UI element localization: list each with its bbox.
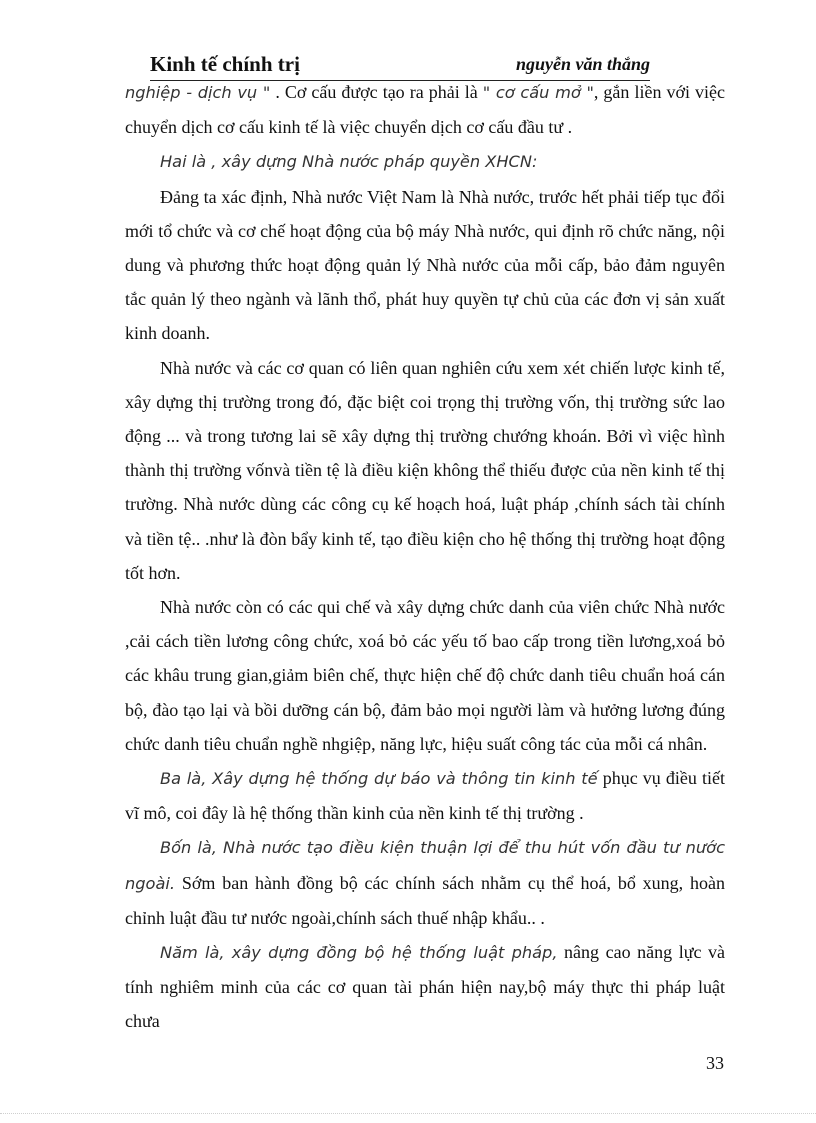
text-run: . Cơ cấu được tạo ra phải là [275, 82, 478, 102]
text-run: phục vụ điều tiết vĩ mô, coi đây là hệ thống thần kinh của nền kinh tế thị trường . [125, 768, 726, 824]
section-heading [125, 144, 725, 179]
paragraph: Nhà nước và các cơ quan có liên quan nghiên cứu xem xét chiến lược kinh tế, xây dựng thị trường trong đó, đặc biệt coi trọng thị trường vốn, thị trường sức lao động ... và trong tương lai sẽ xây dựng thị trường chướng khoán. Bởi vì việc hình thành thị trường vốnvà tiền tệ là điều kiện không thể thiếu được của nền kinh tế thị trường. Nhà nước dùng các công cụ kế hoạch hoá, luật pháp ,chính sách tài chính và tiền tệ.. .như là đòn bẩy kinh tế, tạo điều kiện cho hệ thống thị trường hoạt động tốt hơn. [125, 357, 725, 583]
paragraph [125, 830, 725, 935]
italic-heading: Bốn là, Nhà nước tạo điều kiện thuận lợi để thu hút vốn đầu tư nước ngoài. [125, 838, 725, 893]
page-bottom-rule [0, 1113, 816, 1114]
header-subject: Kinh tế chính trị [150, 52, 300, 76]
paragraph-continuation [125, 75, 725, 144]
paragraph [125, 935, 725, 1039]
page-number: 33 [706, 1053, 724, 1073]
italic-phrase: nghiệp - dịch vụ " [125, 83, 271, 102]
paragraph: Đảng ta xác định, Nhà nước Việt Nam là Nhà nước, trước hết phải tiếp tục đổi mới tổ chức và cơ chế hoạt động của bộ máy Nhà nước, qui định rõ chức năng, nội dung và phương thức hoạt động quản lý Nhà nước của mỗi cấp, bảo đảm nguyên tắc quản lý theo ngành và lãnh thổ, phát huy quyền tự chủ của các đơn vị sản xuất kinh doanh. [125, 186, 725, 344]
italic-heading: Ba là, Xây dựng hệ thống dự báo và thông tin kinh tế [160, 769, 598, 789]
text-run: , gắn liền với việc chuyển dịch cơ cấu kinh tế là việc chuyển dịch cơ cấu đầu tư . [125, 82, 725, 138]
text-run: Sớm ban hành đồng bộ các chính sách nhằm cụ thể hoá, bổ xung, hoàn chỉnh luật đầu tư nước ngoài,chính sách thuế nhập khẩu.. . [125, 872, 725, 928]
paragraph [125, 761, 725, 830]
header-author: nguyễn văn thắng [515, 54, 650, 74]
italic-heading: Năm là, xây dựng đồng bộ hệ thống luật pháp, [160, 943, 558, 963]
document-body [125, 75, 725, 1039]
text-run: nâng cao năng lực và tính nghiêm minh của các cơ quan tài phán hiện nay,bộ máy thực thi pháp luật chưa [125, 942, 726, 1032]
italic-heading: Hai là , xây dựng Nhà nước pháp quyền XHCN: [160, 152, 538, 172]
italic-phrase: " cơ cấu mở " [482, 83, 594, 102]
paragraph: Nhà nước còn có các qui chế và xây dựng chức danh của viên chức Nhà nước ,cải cách tiền lương công chức, xoá bỏ các yếu tố bao cấp trong tiền lương,xoá bỏ các khâu trung gian,giảm biên chế, thực hiện chế độ chức danh tiêu chuẩn hoá cán bộ, đào tạo lại và bồi dưỡng cán bộ, đảm bảo mọi người làm và hưởng lương đúng chức danh tiêu chuẩn nghề nhgiệp, năng lực, hiệu suất công tác của mỗi cá nhân. [125, 597, 725, 754]
